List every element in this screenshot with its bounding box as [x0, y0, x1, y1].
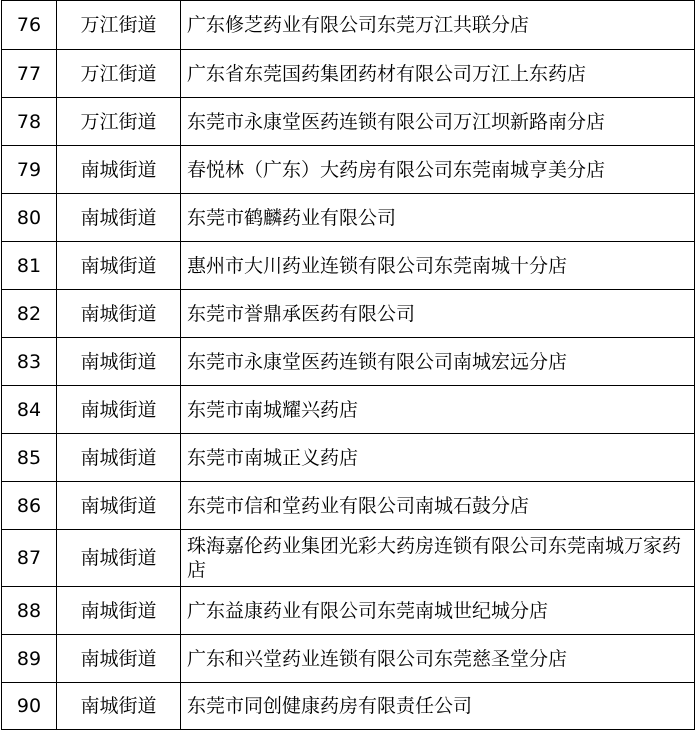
street-cell: 南城街道 [57, 146, 181, 194]
pharmacy-name-cell: 东莞市信和堂药业有限公司南城石鼓分店 [181, 482, 695, 530]
pharmacy-name-cell: 东莞市同创健康药房有限责任公司 [181, 683, 695, 730]
row-number: 88 [2, 587, 57, 635]
row-number: 86 [2, 482, 57, 530]
pharmacy-name-cell: 东莞市鹤麟药业有限公司 [181, 194, 695, 242]
street-cell: 万江街道 [57, 1, 181, 50]
row-number: 90 [2, 683, 57, 730]
row-number: 79 [2, 146, 57, 194]
street-cell: 南城街道 [57, 386, 181, 434]
row-number: 78 [2, 98, 57, 146]
street-cell: 南城街道 [57, 683, 181, 730]
pharmacy-name-cell: 春悦林（广东）大药房有限公司东莞南城亨美分店 [181, 146, 695, 194]
table-row [2, 530, 695, 587]
row-number: 83 [2, 338, 57, 386]
table-row [2, 98, 695, 146]
row-number: 87 [2, 530, 57, 587]
row-number: 80 [2, 194, 57, 242]
street-cell: 南城街道 [57, 338, 181, 386]
pharmacy-name-cell: 东莞市誉鼎承医药有限公司 [181, 290, 695, 338]
table-row [2, 242, 695, 290]
pharmacy-name-cell: 东莞市永康堂医药连锁有限公司万江坝新路南分店 [181, 98, 695, 146]
row-number: 77 [2, 50, 57, 98]
pharmacy-table [1, 0, 695, 730]
pharmacy-name-cell: 广东和兴堂药业连锁有限公司东莞慈圣堂分店 [181, 635, 695, 683]
row-number: 84 [2, 386, 57, 434]
street-cell: 南城街道 [57, 482, 181, 530]
row-number: 85 [2, 434, 57, 482]
row-number: 89 [2, 635, 57, 683]
pharmacy-name-cell: 东莞市南城耀兴药店 [181, 386, 695, 434]
row-number: 76 [2, 1, 57, 50]
pharmacy-name-cell: 珠海嘉伦药业集团光彩大药房连锁有限公司东莞南城万家药店 [181, 530, 695, 587]
street-cell: 南城街道 [57, 530, 181, 587]
pharmacy-name-cell: 广东益康药业有限公司东莞南城世纪城分店 [181, 587, 695, 635]
street-cell: 南城街道 [57, 434, 181, 482]
row-number: 81 [2, 242, 57, 290]
street-cell: 南城街道 [57, 290, 181, 338]
street-cell: 南城街道 [57, 635, 181, 683]
table-row [2, 194, 695, 242]
table-row [2, 434, 695, 482]
pharmacy-name-cell: 东莞市永康堂医药连锁有限公司南城宏远分店 [181, 338, 695, 386]
table-row [2, 683, 695, 730]
pharmacy-name-cell: 广东修芝药业有限公司东莞万江共联分店 [181, 1, 695, 50]
street-cell: 南城街道 [57, 242, 181, 290]
table-row [2, 50, 695, 98]
table-row [2, 635, 695, 683]
table-row [2, 1, 695, 50]
row-number: 82 [2, 290, 57, 338]
pharmacy-name-cell: 惠州市大川药业连锁有限公司东莞南城十分店 [181, 242, 695, 290]
table-row [2, 290, 695, 338]
table-row [2, 482, 695, 530]
pharmacy-name-cell: 东莞市南城正义药店 [181, 434, 695, 482]
table-row [2, 386, 695, 434]
street-cell: 万江街道 [57, 98, 181, 146]
table-row [2, 587, 695, 635]
street-cell: 万江街道 [57, 50, 181, 98]
table-row [2, 146, 695, 194]
pharmacy-name-cell: 广东省东莞国药集团药材有限公司万江上东药店 [181, 50, 695, 98]
street-cell: 南城街道 [57, 587, 181, 635]
street-cell: 南城街道 [57, 194, 181, 242]
table-row [2, 338, 695, 386]
